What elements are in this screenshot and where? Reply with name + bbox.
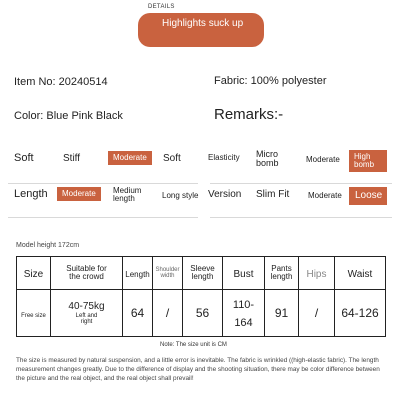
elasticity-option-moderate: Moderate [306,155,340,164]
header-length [123,257,153,290]
cell-hips [299,290,335,337]
header-sleeve-text: Sleeve length [190,264,215,281]
attribute-row-length [0,178,400,214]
cell-waist-text: 64-126 [341,306,379,320]
cell-bust-text: 110-164 [232,299,255,329]
table-row [17,290,386,337]
elasticity-option-high-bomb: High bomb [349,150,387,172]
size-unit-note: Note: The size unit is CM [160,342,227,348]
header-size-text: Size [23,269,44,280]
cell-pants-text: 91 [274,306,289,320]
cell-sleeve [183,290,223,337]
cell-length [123,290,153,337]
fabric-info: Fabric: 100% polyester [214,75,327,87]
header-shoulder-text: Shoulder width [155,267,180,279]
size-table [16,256,386,337]
length-option-long-style: Long style [162,191,199,200]
header-hips [299,257,335,290]
soft-option-stiff: Stiff [63,153,81,164]
header-pants-text: Pants length [270,264,293,281]
remarks-heading: Remarks:- [214,106,284,123]
cell-size [17,290,51,337]
header-size [17,257,51,290]
version-option-moderate: Moderate [308,191,342,200]
soft-option-moderate: Moderate [108,151,152,165]
header-sleeve [183,257,223,290]
cell-crowd-weight: 40-75kg [68,301,105,312]
highlight-banner: Highlights suck up [138,13,264,47]
item-number: Item No: 20240514 [14,76,108,88]
cell-sleeve-text: 56 [195,306,210,320]
soft-label: Soft [14,152,34,164]
header-shoulder [153,257,183,290]
cell-hips-text: / [314,306,319,320]
cell-shoulder [153,290,183,337]
cell-length-text: 64 [130,306,145,320]
row-divider [8,217,198,218]
cell-size-text: Free size [21,313,46,319]
header-waist-text: Waist [347,269,373,280]
cell-crowd-note: Left and right [75,313,98,325]
version-option-slim-fit: Slim Fit [256,189,290,200]
header-hips-text: Hips [306,269,327,280]
details-label: DETAILS [148,4,175,10]
length-label: Length [14,188,48,200]
cell-pants [265,290,299,337]
version-option-loose: Loose [349,187,387,205]
length-option-medium-length: Medium length [113,186,142,203]
header-pants [265,257,299,290]
cell-shoulder-text: / [165,306,170,320]
cell-crowd [51,290,123,337]
version-label: Version [208,189,242,200]
row-divider [210,217,392,218]
color-info: Color: Blue Pink Black [14,110,123,122]
table-header-row [17,257,386,290]
header-crowd [51,257,123,290]
soft-option-soft: Soft [163,153,181,164]
model-height: Model height 172cm [16,242,80,249]
length-option-moderate: Moderate [57,187,101,201]
header-crowd-text: Suitable for the crowd [66,264,107,281]
elasticity-label: Elasticity [208,153,240,162]
cell-waist [335,290,386,337]
header-bust [223,257,265,290]
header-length-text: Length [125,270,150,279]
elasticity-option-micro-bomb: Micro bomb [256,149,279,168]
header-waist [335,257,386,290]
cell-bust [223,290,265,337]
header-bust-text: Bust [233,269,254,280]
footer-disclaimer: The size is measured by natural suspension, and a little error is inevitable. The fabric is wrinkled ((high-elastic fabric). The length measurement changes greatly. Due to the difference of display and the shooting situation, there may be color difference between the picture and the real object, and the real object shall prevail! [16,357,380,382]
